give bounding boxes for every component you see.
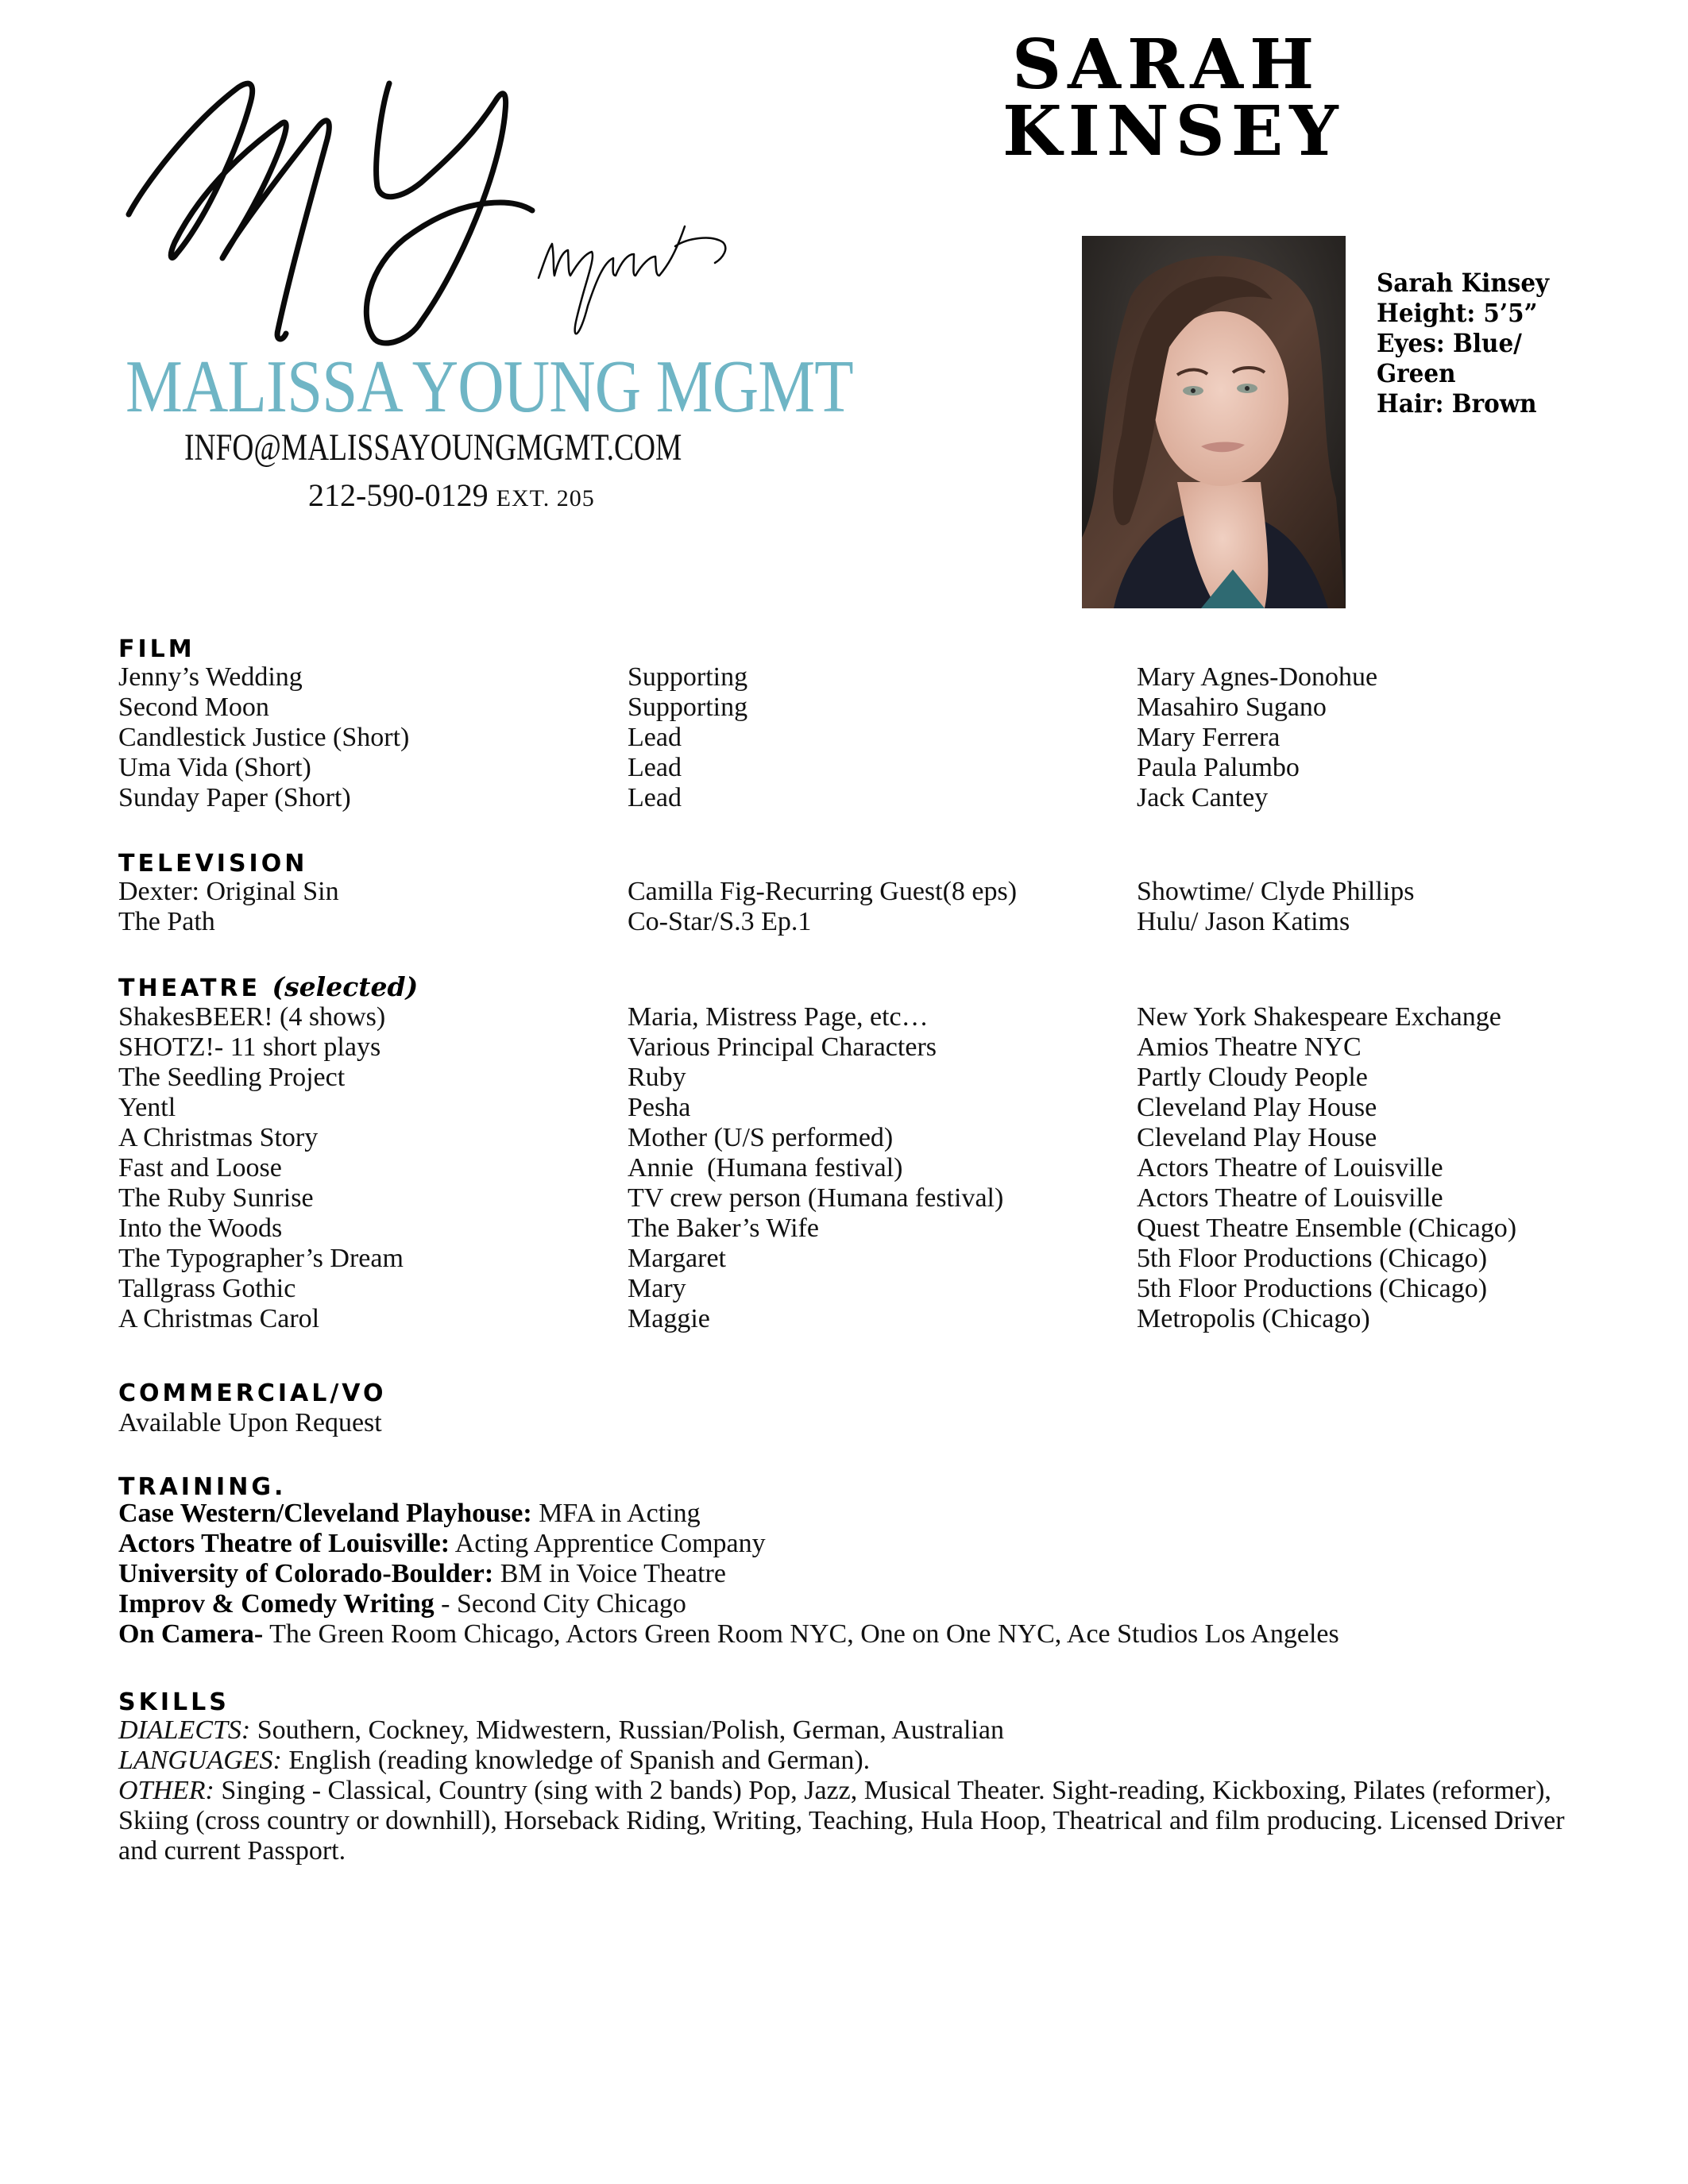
theatre-credit: 5th Floor Productions (Chicago) (1137, 1274, 1488, 1303)
tv-role: Co-Star/S.3 Ep.1 (628, 907, 812, 936)
headshot-image-icon (1082, 236, 1346, 608)
theatre-role: Pesha (628, 1093, 691, 1122)
training-label: Actors Theatre of Louisville: (118, 1529, 450, 1558)
theatre-title: Yentl (118, 1093, 176, 1122)
theatre-credit: 5th Floor Productions (Chicago) (1137, 1244, 1488, 1273)
theatre-title: Tallgrass Gothic (118, 1274, 296, 1303)
theatre-credit: Actors Theatre of Louisville (1137, 1153, 1443, 1183)
agency-email[interactable]: INFO@MALISSAYOUNGMGMT.COM (184, 426, 682, 469)
theatre-title: The Seedling Project (118, 1063, 346, 1092)
training-item (118, 1589, 686, 1619)
section-heading-skills: SKILLS (118, 1688, 230, 1716)
training-detail: Acting Apprentice Company (450, 1529, 766, 1558)
training-label: Improv & Comedy Writing (118, 1589, 435, 1619)
languages-label: LANGUAGES: (118, 1746, 282, 1775)
actor-stats (1377, 268, 1596, 419)
dialects-label: DIALECTS: (118, 1715, 251, 1745)
training-item (118, 1499, 701, 1529)
theatre-role: Ruby (628, 1063, 686, 1092)
theatre-subheading: (selected) (272, 971, 419, 1002)
film-title: Uma Vida (Short) (118, 753, 311, 782)
film-credit: Jack Cantey (1137, 783, 1269, 812)
film-title: Candlestick Justice (Short) (118, 723, 410, 752)
film-role: Supporting (628, 662, 748, 692)
film-role: Lead (628, 753, 682, 782)
theatre-role: Annie (Humana festival) (628, 1153, 903, 1183)
theatre-title: The Typographer’s Dream (118, 1244, 404, 1273)
theatre-role: Mary (628, 1274, 686, 1303)
tv-credit: Hulu/ Jason Katims (1137, 907, 1350, 936)
theatre-role: TV crew person (Humana festival) (628, 1183, 1004, 1213)
theatre-credit: Amios Theatre NYC (1137, 1032, 1362, 1062)
section-heading-theatre: THEATRE (selected) (118, 971, 419, 1002)
section-heading-film: FILM (118, 635, 195, 663)
theatre-title: ShakesBEER! (4 shows) (118, 1002, 386, 1032)
theatre-role: Mother (U/S performed) (628, 1123, 894, 1152)
skills-block (118, 1715, 1572, 1866)
section-heading-training: TRAINING. (118, 1473, 287, 1501)
agency-phone-ext: EXT. 205 (496, 485, 595, 511)
theatre-credit: Actors Theatre of Louisville (1137, 1183, 1443, 1213)
theatre-credit: Metropolis (Chicago) (1137, 1304, 1370, 1333)
theatre-title: SHOTZ!- 11 short plays (118, 1032, 381, 1062)
agency-name: MALISSA YOUNG MGMT (126, 345, 853, 428)
film-role: Lead (628, 783, 682, 812)
tv-role: Camilla Fig-Recurring Guest(8 eps) (628, 877, 1018, 906)
theatre-role: Maggie (628, 1304, 710, 1333)
commercial-text: Available Upon Request (118, 1408, 382, 1437)
film-credit: Mary Ferrera (1137, 723, 1280, 752)
training-detail: The Green Room Chicago, Actors Green Room NYC, One on One NYC, Ace Studios Los Angeles (263, 1619, 1339, 1649)
actor-first-name: SARAH (1012, 25, 1321, 105)
film-title: Sunday Paper (Short) (118, 783, 351, 812)
stat-name: Sarah Kinsey (1377, 268, 1550, 298)
film-role: Lead (628, 723, 682, 752)
stat-eyes-cont: Green (1377, 358, 1456, 388)
tv-credit: Showtime/ Clyde Phillips (1137, 877, 1415, 906)
theatre-title: A Christmas Carol (118, 1304, 320, 1333)
theatre-credit: Quest Theatre Ensemble (Chicago) (1137, 1214, 1517, 1243)
dialects-value: Southern, Cockney, Midwestern, Russian/Polish, German, Australian (250, 1715, 1004, 1745)
film-title: Jenny’s Wedding (118, 662, 303, 692)
section-heading-television: TELEVISION (118, 850, 308, 878)
skills-dialects (118, 1715, 1572, 1746)
theatre-credit: New York Shakespeare Exchange (1137, 1002, 1501, 1032)
theatre-credit: Cleveland Play House (1137, 1093, 1377, 1122)
film-credit: Paula Palumbo (1137, 753, 1300, 782)
tv-title: The Path (118, 907, 215, 936)
theatre-role: The Baker’s Wife (628, 1214, 819, 1243)
theatre-credit: Partly Cloudy People (1137, 1063, 1368, 1092)
training-item (118, 1619, 1339, 1650)
theatre-title: Fast and Loose (118, 1153, 282, 1183)
training-label: On Camera- (118, 1619, 264, 1649)
my-monogram-icon (119, 68, 818, 353)
film-credit: Mary Agnes-Donohue (1137, 662, 1378, 692)
other-label: OTHER: (118, 1776, 214, 1805)
theatre-title: Into the Woods (118, 1214, 283, 1243)
section-heading-commercial: COMMERCIAL/VO (118, 1379, 387, 1407)
stat-eyes: Eyes: Blue/ (1377, 328, 1522, 358)
other-value: Singing - Classical, Country (sing with 2 bands) Pop, Jazz, Musical Theater. Sight-reading, Kickboxing, Pilates (reformer), Skiing (cross country or downhill), Horseback Riding, Writing, Teaching, Hula Hoop, Theatrical and film producing. Licensed Driver and current Passport. (118, 1776, 1565, 1866)
skills-languages (118, 1746, 1572, 1776)
training-label: University of Colorado-Boulder: (118, 1559, 494, 1588)
skills-other (118, 1776, 1572, 1866)
film-title: Second Moon (118, 693, 269, 722)
film-role: Supporting (628, 693, 748, 722)
theatre-title: A Christmas Story (118, 1123, 319, 1152)
actor-name (1002, 25, 1345, 172)
headshot-photo (1082, 236, 1346, 608)
theatre-role: Maria, Mistress Page, etc… (628, 1002, 929, 1032)
theatre-role: Margaret (628, 1244, 726, 1273)
languages-value: English (reading knowledge of Spanish and German). (281, 1746, 871, 1775)
training-item (118, 1529, 766, 1559)
training-detail: MFA in Acting (531, 1499, 701, 1528)
stat-height: Height: 5’5” (1377, 298, 1538, 328)
training-label: Case Western/Cleveland Playhouse: (118, 1499, 532, 1528)
film-credit: Masahiro Sugano (1137, 693, 1327, 722)
theatre-credit: Cleveland Play House (1137, 1123, 1377, 1152)
stat-hair: Hair: Brown (1377, 388, 1537, 419)
tv-title: Dexter: Original Sin (118, 877, 339, 906)
actor-last-name: KINSEY (1002, 91, 1345, 172)
theatre-role: Various Principal Characters (628, 1032, 937, 1062)
training-detail: BM in Voice Theatre (493, 1559, 726, 1588)
training-item (118, 1559, 726, 1589)
training-detail: - Second City Chicago (434, 1589, 686, 1619)
theatre-title: The Ruby Sunrise (118, 1183, 314, 1213)
agency-logo-script (119, 68, 818, 353)
agency-phone[interactable]: 212-590-0129 EXT. 205 (308, 477, 595, 513)
